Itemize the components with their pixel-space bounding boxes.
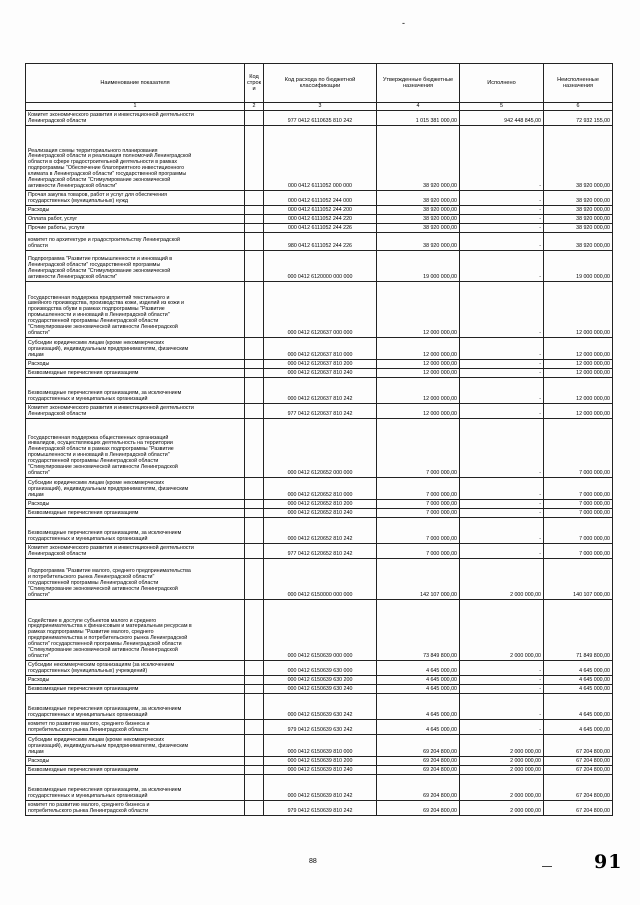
row-budget-code: 979 0412 6150639 630 242	[264, 720, 377, 735]
row-executed: 2 000 000,00	[460, 775, 544, 801]
row-line-code	[245, 206, 264, 215]
row-unexecuted: 67 204 800,00	[544, 766, 613, 775]
table-row	[26, 801, 613, 816]
row-executed: -	[460, 509, 544, 518]
row-budget-code: 000 0412 6120652 000 000	[264, 419, 377, 478]
row-approved: 4 645 000,00	[377, 685, 460, 694]
table-row	[26, 224, 613, 233]
row-line-code	[245, 694, 264, 720]
row-executed: -	[460, 500, 544, 509]
table-body	[26, 111, 613, 816]
row-unexecuted: 12 000 000,00	[544, 404, 613, 419]
row-executed: -	[460, 720, 544, 735]
table-row	[26, 126, 613, 191]
row-executed: -	[460, 544, 544, 559]
row-approved: 12 000 000,00	[377, 338, 460, 360]
table-row	[26, 251, 613, 282]
row-executed: -	[460, 676, 544, 685]
row-budget-code: 000 0412 6150639 630 240	[264, 685, 377, 694]
row-approved: 69 204 800,00	[377, 735, 460, 757]
row-name: Безвозмездные перечисления организациям	[26, 509, 245, 518]
row-unexecuted: 12 000 000,00	[544, 360, 613, 369]
row-budget-code: 000 0412 6120652 810 240	[264, 509, 377, 518]
row-executed: -	[460, 191, 544, 206]
row-name: Субсидии юридическим лицам (кроме некоммерческих организаций), индивидуальным предпринимателям, физическим лицам	[26, 338, 245, 360]
table-row	[26, 111, 613, 126]
row-unexecuted: 4 645 000,00	[544, 676, 613, 685]
row-budget-code: 000 0412 6120652 810 200	[264, 500, 377, 509]
row-approved: 4 645 000,00	[377, 694, 460, 720]
row-name: Подпрограмма "Развитие промышленности и инноваций в Ленинградской области" государственной программы Ленинградской области "Стимулирование экономической активности Ленинградской области"	[26, 251, 245, 282]
row-budget-code: 000 0412 6111052 000 000	[264, 126, 377, 191]
row-line-code	[245, 233, 264, 251]
row-approved: 69 204 800,00	[377, 757, 460, 766]
row-budget-code: 000 0412 6120637 810 240	[264, 369, 377, 378]
row-executed: 2 000 000,00	[460, 735, 544, 757]
row-budget-code: 000 0412 6111052 244 200	[264, 206, 377, 215]
row-budget-code: 000 0412 6150639 810 200	[264, 757, 377, 766]
row-unexecuted: 4 645 000,00	[544, 720, 613, 735]
row-approved: 38 920 000,00	[377, 126, 460, 191]
row-approved: 4 645 000,00	[377, 720, 460, 735]
row-line-code	[245, 500, 264, 509]
row-line-code	[245, 600, 264, 661]
row-executed: -	[460, 478, 544, 500]
row-line-code	[245, 720, 264, 735]
table-header-row	[26, 64, 613, 103]
row-unexecuted: 67 204 800,00	[544, 775, 613, 801]
row-line-code	[245, 251, 264, 282]
row-unexecuted: 38 920 000,00	[544, 206, 613, 215]
row-budget-code: 000 0412 6120000 000 000	[264, 251, 377, 282]
row-name: Субсидии юридическим лицам (кроме некоммерческих организаций), индивидуальным предпринимателям, физическим лицам	[26, 735, 245, 757]
row-unexecuted: 12 000 000,00	[544, 282, 613, 338]
row-unexecuted: 4 645 000,00	[544, 694, 613, 720]
row-budget-code: 000 0412 6120637 810 200	[264, 360, 377, 369]
table-row	[26, 233, 613, 251]
stamp-dash	[542, 866, 552, 867]
row-line-code	[245, 282, 264, 338]
row-executed: -	[460, 126, 544, 191]
row-name: Безвозмездные перечисления организациям	[26, 685, 245, 694]
column-number: 6	[544, 103, 613, 111]
row-name: Расходы	[26, 360, 245, 369]
header-approved: Утвержденные бюджетные назначения	[377, 64, 460, 103]
row-budget-code: 000 0412 6150639 630 242	[264, 694, 377, 720]
row-approved: 12 000 000,00	[377, 378, 460, 404]
row-approved: 69 204 800,00	[377, 775, 460, 801]
table-row	[26, 419, 613, 478]
row-line-code	[245, 111, 264, 126]
row-approved: 38 920 000,00	[377, 224, 460, 233]
header-name: Наименование показателя	[26, 64, 245, 103]
table-row	[26, 478, 613, 500]
row-approved: 38 920 000,00	[377, 215, 460, 224]
row-unexecuted: 7 000 000,00	[544, 478, 613, 500]
column-number: 4	[377, 103, 460, 111]
row-budget-code: 000 0412 6150639 810 242	[264, 775, 377, 801]
row-line-code	[245, 801, 264, 816]
table-row	[26, 500, 613, 509]
table-row	[26, 404, 613, 419]
row-name: Оплата работ, услуг	[26, 215, 245, 224]
row-line-code	[245, 509, 264, 518]
row-executed: 2 000 000,00	[460, 600, 544, 661]
row-budget-code: 980 0412 6111052 244 226	[264, 233, 377, 251]
row-line-code	[245, 478, 264, 500]
table-row	[26, 757, 613, 766]
row-name: Расходы	[26, 676, 245, 685]
row-name: Комитет экономического развития и инвестиционной деятельности Ленинградской области	[26, 111, 245, 126]
row-approved: 142 107 000,00	[377, 559, 460, 600]
column-number: 5	[460, 103, 544, 111]
row-executed: -	[460, 282, 544, 338]
row-executed: -	[460, 206, 544, 215]
row-unexecuted: 38 920 000,00	[544, 215, 613, 224]
row-name: Безвозмездные перечисления организациям	[26, 766, 245, 775]
row-unexecuted: 71 849 800,00	[544, 600, 613, 661]
table-row	[26, 559, 613, 600]
row-budget-code: 000 0412 6111052 244 220	[264, 215, 377, 224]
row-name: комитет по развитию малого, среднего бизнеса и потребительского рынка Ленинградской области	[26, 801, 245, 816]
table-row	[26, 775, 613, 801]
row-name: Безвозмездные перечисления организациям, за исключением государственных и муниципальных организаций	[26, 775, 245, 801]
row-approved: 38 920 000,00	[377, 233, 460, 251]
row-name: Подпрограмма "Развитие малого, среднего предпринимательства и потребительского рынка Ленинградской области" государственной программы Ленинградской области "Стимулирование экономической активности Ленинградской области"	[26, 559, 245, 600]
table-row	[26, 735, 613, 757]
row-unexecuted: 7 000 000,00	[544, 518, 613, 544]
row-line-code	[245, 369, 264, 378]
row-name: Комитет экономического развития и инвестиционной деятельности Ленинградской области	[26, 404, 245, 419]
row-approved: 7 000 000,00	[377, 509, 460, 518]
row-budget-code: 000 0412 6120637 000 000	[264, 282, 377, 338]
table-row	[26, 766, 613, 775]
row-budget-code: 000 0412 6120637 810 000	[264, 338, 377, 360]
row-approved: 7 000 000,00	[377, 518, 460, 544]
header-line-code: Код строк и	[245, 64, 264, 103]
row-approved: 73 849 800,00	[377, 600, 460, 661]
row-budget-code: 000 0412 6111052 244 000	[264, 191, 377, 206]
row-approved: 7 000 000,00	[377, 544, 460, 559]
row-line-code	[245, 735, 264, 757]
row-name: Расходы	[26, 206, 245, 215]
row-budget-code: 000 0412 6150000 000 000	[264, 559, 377, 600]
page-number: 88	[309, 858, 317, 865]
row-approved: 7 000 000,00	[377, 478, 460, 500]
row-approved: 7 000 000,00	[377, 500, 460, 509]
row-unexecuted: 67 204 800,00	[544, 757, 613, 766]
row-executed: -	[460, 369, 544, 378]
row-line-code	[245, 518, 264, 544]
column-number: 3	[264, 103, 377, 111]
row-name: Реализация схемы территориального планирования Ленинградской области и реализация полномочий Ленинградской области в сфере градостроительной деятельности в рамках подпрограммы "Обеспечение благоприятного инвестиционного климата в Ленинградской области" государственной программы Ленинградской области "Стимулирование экономической активности Ленинградской области"	[26, 126, 245, 191]
row-unexecuted: 38 920 000,00	[544, 224, 613, 233]
row-name: комитет по развитию малого, среднего бизнеса и потребительского рынка Ленинградской области	[26, 720, 245, 735]
row-name: Комитет экономического развития и инвестиционной деятельности Ленинградской области	[26, 544, 245, 559]
row-unexecuted: 4 645 000,00	[544, 661, 613, 676]
table-row	[26, 600, 613, 661]
row-line-code	[245, 676, 264, 685]
row-unexecuted: 140 107 000,00	[544, 559, 613, 600]
column-number: 2	[245, 103, 264, 111]
table-row	[26, 720, 613, 735]
row-budget-code: 977 0412 6110635 810 242	[264, 111, 377, 126]
row-budget-code: 000 0412 6150639 810 000	[264, 735, 377, 757]
header-unexecuted: Неисполненные назначения	[544, 64, 613, 103]
row-executed: 942 448 845,00	[460, 111, 544, 126]
row-budget-code: 000 0412 6120637 810 242	[264, 378, 377, 404]
row-executed: -	[460, 338, 544, 360]
row-budget-code: 000 0412 6111052 244 226	[264, 224, 377, 233]
row-unexecuted: 38 920 000,00	[544, 126, 613, 191]
row-name: Расходы	[26, 500, 245, 509]
row-approved: 19 000 000,00	[377, 251, 460, 282]
row-executed: -	[460, 661, 544, 676]
row-unexecuted: 38 920 000,00	[544, 191, 613, 206]
table-row	[26, 661, 613, 676]
table-row	[26, 191, 613, 206]
row-approved: 69 204 800,00	[377, 766, 460, 775]
table-row	[26, 509, 613, 518]
row-budget-code: 977 0412 6120652 810 242	[264, 544, 377, 559]
row-budget-code: 000 0412 6120652 810 000	[264, 478, 377, 500]
row-name: Субсидии некоммерческим организациям (за исключением государственных (муниципальных) учреждений)	[26, 661, 245, 676]
table-row	[26, 282, 613, 338]
table-row	[26, 369, 613, 378]
row-unexecuted: 12 000 000,00	[544, 378, 613, 404]
row-line-code	[245, 126, 264, 191]
row-approved: 4 645 000,00	[377, 661, 460, 676]
row-line-code	[245, 685, 264, 694]
row-budget-code: 979 0412 6150639 810 242	[264, 801, 377, 816]
row-unexecuted: 7 000 000,00	[544, 509, 613, 518]
row-line-code	[245, 404, 264, 419]
table-row	[26, 518, 613, 544]
row-budget-code: 000 0412 6150639 810 240	[264, 766, 377, 775]
row-name: Субсидии юридическим лицам (кроме некоммерческих организаций), индивидуальным предпринимателям, физическим лицам	[26, 478, 245, 500]
row-executed: -	[460, 224, 544, 233]
row-executed: -	[460, 518, 544, 544]
row-name: Прочая закупка товаров, работ и услуг для обеспечения государственных (муниципальных) нужд	[26, 191, 245, 206]
row-line-code	[245, 766, 264, 775]
row-name: Безвозмездные перечисления организациям	[26, 369, 245, 378]
row-approved: 12 000 000,00	[377, 404, 460, 419]
row-unexecuted: 19 000 000,00	[544, 251, 613, 282]
row-unexecuted: 12 000 000,00	[544, 338, 613, 360]
row-approved: 4 645 000,00	[377, 676, 460, 685]
row-line-code	[245, 191, 264, 206]
table-row	[26, 206, 613, 215]
handwritten-page-number: 91	[594, 851, 623, 873]
row-line-code	[245, 419, 264, 478]
row-executed: -	[460, 694, 544, 720]
row-executed: -	[460, 215, 544, 224]
row-name: Безвозмездные перечисления организациям, за исключением государственных и муниципальных организаций	[26, 378, 245, 404]
row-approved: 69 204 800,00	[377, 801, 460, 816]
row-line-code	[245, 224, 264, 233]
row-unexecuted: 7 000 000,00	[544, 500, 613, 509]
row-name: комитет по архитектуре и градостроительству Ленинградской области	[26, 233, 245, 251]
row-line-code	[245, 378, 264, 404]
row-executed: 2 000 000,00	[460, 757, 544, 766]
row-name: Расходы	[26, 757, 245, 766]
row-name: Безвозмездные перечисления организациям, за исключением государственных и муниципальных организаций	[26, 694, 245, 720]
row-line-code	[245, 544, 264, 559]
column-number-row	[26, 103, 613, 111]
table-row	[26, 694, 613, 720]
row-line-code	[245, 559, 264, 600]
row-budget-code: 000 0412 6150639 630 000	[264, 661, 377, 676]
row-unexecuted: 67 204 800,00	[544, 735, 613, 757]
row-unexecuted: 38 920 000,00	[544, 233, 613, 251]
row-unexecuted: 4 645 000,00	[544, 685, 613, 694]
top-mark: -	[402, 18, 405, 28]
row-budget-code: 977 0412 6120637 810 242	[264, 404, 377, 419]
row-unexecuted: 12 000 000,00	[544, 369, 613, 378]
row-executed: 2 000 000,00	[460, 801, 544, 816]
row-approved: 12 000 000,00	[377, 369, 460, 378]
row-executed: -	[460, 685, 544, 694]
row-approved: 7 000 000,00	[377, 419, 460, 478]
row-unexecuted: 7 000 000,00	[544, 419, 613, 478]
row-unexecuted: 72 932 155,00	[544, 111, 613, 126]
row-budget-code: 000 0412 6150639 630 200	[264, 676, 377, 685]
row-executed: 2 000 000,00	[460, 766, 544, 775]
row-line-code	[245, 338, 264, 360]
row-executed: -	[460, 251, 544, 282]
row-name: Государственная поддержка предприятий текстильного и швейного производства, производства кожи, изделий из кожи и производства обуви в рамках подпрограммы "Развитие промышленности и инноваций в Ленинградской области" государственной программы Ленинградской области "Стимулирование экономической активности Ленинградской области"	[26, 282, 245, 338]
budget-execution-table	[25, 63, 613, 816]
row-name: Содействие в доступе субъектов малого и среднего предпринимательства к финансовым и материальным ресурсам в рамках подпрограммы "Развитие малого, среднего предпринимательства и потребительского рынка Ленинградской области" государственной программы Ленинградской области "Стимулирование экономической активности Ленинградской области"	[26, 600, 245, 661]
table-row	[26, 338, 613, 360]
row-executed: -	[460, 233, 544, 251]
table-row	[26, 685, 613, 694]
row-line-code	[245, 215, 264, 224]
row-line-code	[245, 661, 264, 676]
row-approved: 1 015 381 000,00	[377, 111, 460, 126]
row-name: Безвозмездные перечисления организациям, за исключением государственных и муниципальных организаций	[26, 518, 245, 544]
row-executed: 2 000 000,00	[460, 559, 544, 600]
row-budget-code: 000 0412 6120652 810 242	[264, 518, 377, 544]
row-approved: 38 920 000,00	[377, 191, 460, 206]
row-executed: -	[460, 360, 544, 369]
table-row	[26, 544, 613, 559]
table-row	[26, 378, 613, 404]
row-executed: -	[460, 419, 544, 478]
row-approved: 12 000 000,00	[377, 282, 460, 338]
row-executed: -	[460, 404, 544, 419]
row-line-code	[245, 775, 264, 801]
row-unexecuted: 67 204 800,00	[544, 801, 613, 816]
row-approved: 12 000 000,00	[377, 360, 460, 369]
table-row	[26, 360, 613, 369]
row-budget-code: 000 0412 6150639 000 000	[264, 600, 377, 661]
row-name: Государственная поддержка общественных организаций инвалидов, осуществляющих деятельность на территории Ленинградской области в рамках подпрограммы "Развитие промышленности и инноваций в Ленинградской области" государственной программы Ленинградской области "Стимулирование экономической активности Ленинградской области"	[26, 419, 245, 478]
header-executed: Исполнено	[460, 64, 544, 103]
header-budget-code: Код расхода по бюджетной классификации	[264, 64, 377, 103]
column-number: 1	[26, 103, 245, 111]
row-name: Прочие работы, услуги	[26, 224, 245, 233]
row-approved: 38 920 000,00	[377, 206, 460, 215]
row-line-code	[245, 757, 264, 766]
table-row	[26, 676, 613, 685]
row-unexecuted: 7 000 000,00	[544, 544, 613, 559]
table-row	[26, 215, 613, 224]
row-executed: -	[460, 378, 544, 404]
row-line-code	[245, 360, 264, 369]
